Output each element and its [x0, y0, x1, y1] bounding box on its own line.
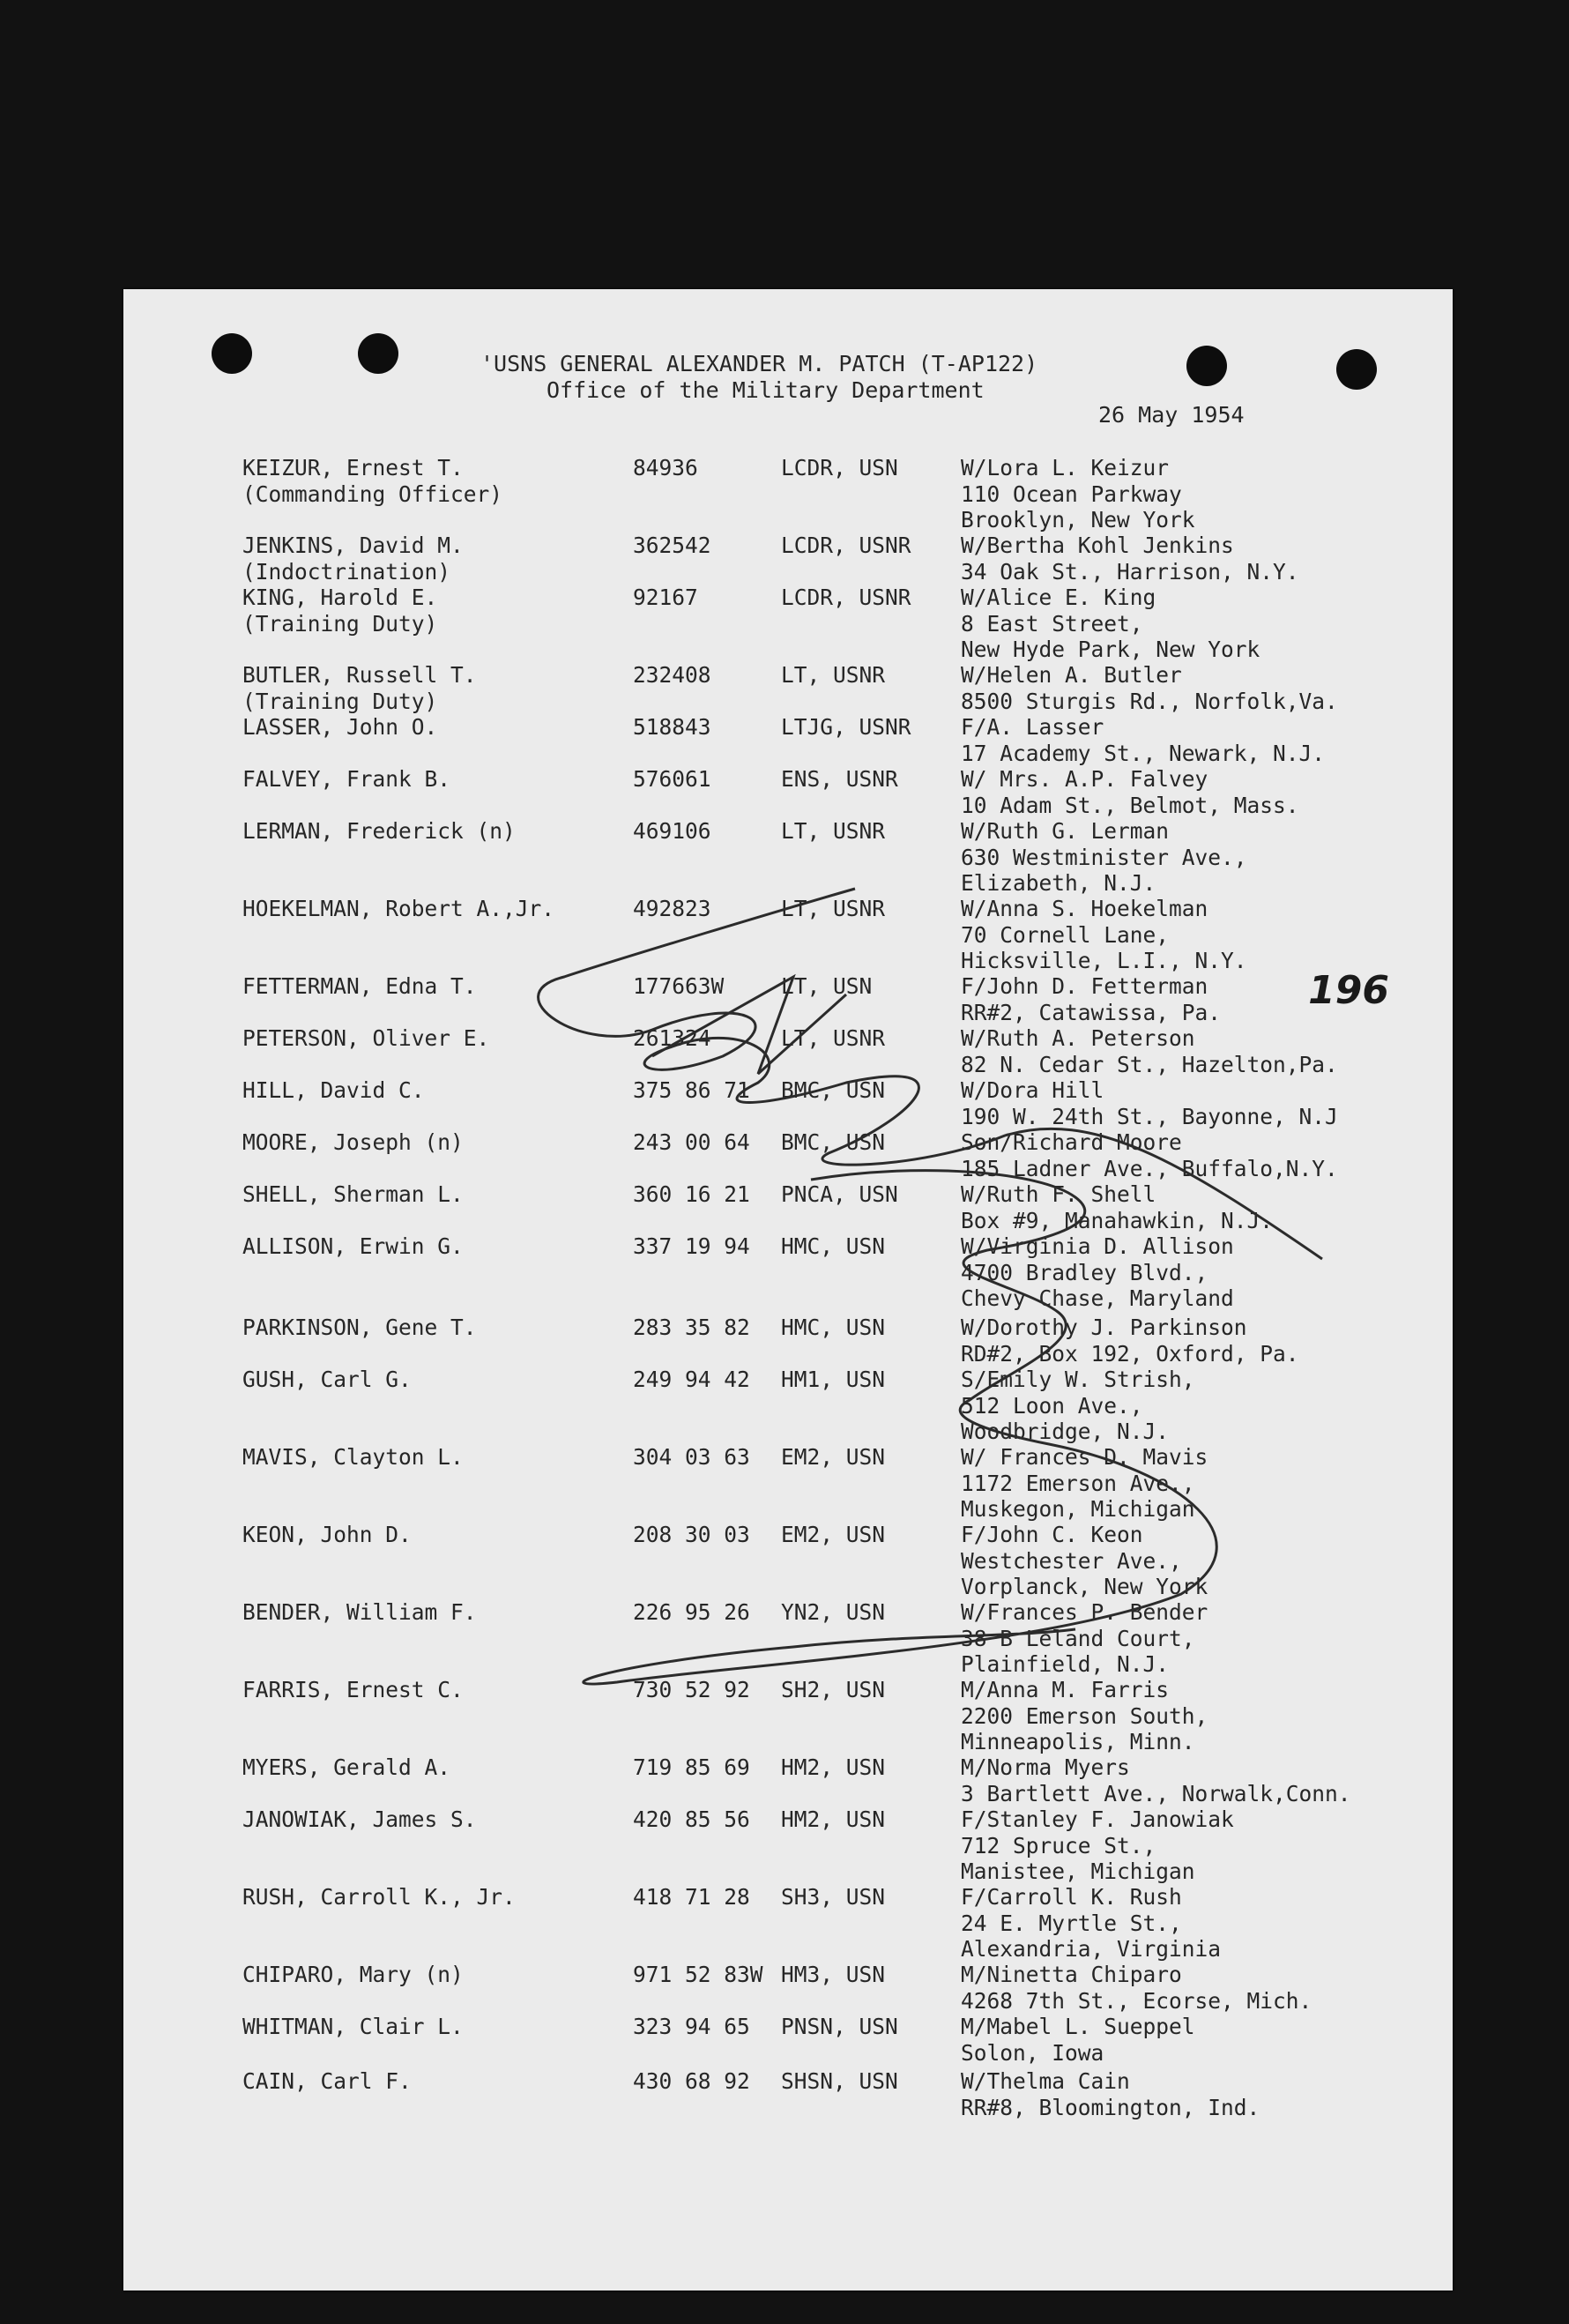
rank: LT, USNR: [781, 1025, 886, 1051]
rank: LCDR, USNR: [781, 585, 911, 610]
person-name: BENDER, William F.: [242, 1599, 477, 1625]
next-of-kin-address: W/ Mrs. A.P. Falvey 10 Adam St., Belmot, Mass.: [961, 766, 1299, 818]
next-of-kin-address: F/Stanley F. Janowiak 712 Spruce St., Manistee, Michigan: [961, 1806, 1234, 1884]
rank: HMC, USN: [781, 1233, 886, 1259]
document-sheet: [123, 289, 1453, 2290]
rank: HMC, USN: [781, 1315, 886, 1340]
next-of-kin-address: M/Anna M. Farris 2200 Emerson South, Minneapolis, Minn.: [961, 1677, 1208, 1754]
next-of-kin-address: Son/Richard Moore 185 Ladner Ave., Buffalo,N.Y.: [961, 1129, 1338, 1181]
service-number: 971 52 83W: [633, 1962, 763, 1987]
document-date: 26 May 1954: [1098, 402, 1245, 428]
punch-hole-1: [212, 333, 252, 374]
service-number: 360 16 21: [633, 1181, 750, 1207]
service-number: 337 19 94: [633, 1233, 750, 1259]
service-number: 261324: [633, 1025, 711, 1051]
next-of-kin-address: W/Frances P. Bender 38 B Leland Court, Plainfield, N.J.: [961, 1599, 1208, 1677]
service-number: 362542: [633, 533, 711, 558]
punch-hole-2: [358, 333, 398, 374]
next-of-kin-address: W/Anna S. Hoekelman 70 Cornell Lane, Hicksville, L.I., N.Y.: [961, 896, 1247, 973]
rank: SHSN, USN: [781, 2068, 898, 2094]
rank: HM1, USN: [781, 1367, 886, 1392]
rank: EM2, USN: [781, 1522, 886, 1547]
person-name: MAVIS, Clayton L.: [242, 1444, 464, 1470]
rank: ENS, USNR: [781, 766, 898, 792]
next-of-kin-address: W/Ruth A. Peterson 82 N. Cedar St., Hazelton,Pa.: [961, 1025, 1338, 1077]
next-of-kin-address: S/Emily W. Strish, 512 Loon Ave., Woodbridge, N.J.: [961, 1367, 1195, 1444]
person-name: GUSH, Carl G.: [242, 1367, 412, 1392]
page-number: 196: [1308, 968, 1389, 1013]
service-number: 420 85 56: [633, 1806, 750, 1832]
person-name: HILL, David C.: [242, 1077, 425, 1103]
service-number: 730 52 92: [633, 1677, 750, 1702]
person-name: FETTERMAN, Edna T.: [242, 973, 477, 999]
rank: EM2, USN: [781, 1444, 886, 1470]
next-of-kin-address: W/Virginia D. Allison 4700 Bradley Blvd., Chevy Chase, Maryland: [961, 1233, 1234, 1311]
next-of-kin-address: W/Thelma Cain RR#8, Bloomington, Ind.: [961, 2068, 1260, 2120]
service-number: 226 95 26: [633, 1599, 750, 1625]
service-number: 469106: [633, 818, 711, 844]
next-of-kin-address: M/Norma Myers 3 Bartlett Ave., Norwalk,Conn.: [961, 1754, 1351, 1806]
person-name: JENKINS, David M. (Indoctrination): [242, 533, 464, 585]
rank: YN2, USN: [781, 1599, 886, 1625]
service-number: 430 68 92: [633, 2068, 750, 2094]
service-number: 304 03 63: [633, 1444, 750, 1470]
next-of-kin-address: F/Carroll K. Rush 24 E. Myrtle St., Alexandria, Virginia: [961, 1884, 1222, 1962]
person-name: KEIZUR, Ernest T. (Commanding Officer): [242, 455, 503, 507]
next-of-kin-address: W/Bertha Kohl Jenkins 34 Oak St., Harrison, N.Y.: [961, 533, 1299, 585]
person-name: JANOWIAK, James S.: [242, 1806, 477, 1832]
person-name: KEON, John D.: [242, 1522, 412, 1547]
rank: LTJG, USNR: [781, 714, 911, 740]
punch-hole-3: [1186, 346, 1227, 386]
person-name: HOEKELMAN, Robert A.,Jr.: [242, 896, 555, 921]
rank: SH3, USN: [781, 1884, 886, 1910]
next-of-kin-address: W/Dorothy J. Parkinson RD#2, Box 192, Oxford, Pa.: [961, 1315, 1299, 1367]
person-name: PARKINSON, Gene T.: [242, 1315, 477, 1340]
person-name: RUSH, Carroll K., Jr.: [242, 1884, 516, 1910]
person-name: LASSER, John O.: [242, 714, 438, 740]
service-number: 576061: [633, 766, 711, 792]
next-of-kin-address: W/Ruth F. Shell Box #9, Manahawkin, N.J.: [961, 1181, 1274, 1233]
person-name: WHITMAN, Clair L.: [242, 2014, 464, 2039]
rank: SH2, USN: [781, 1677, 886, 1702]
person-name: MOORE, Joseph (n): [242, 1129, 464, 1155]
rank: BMC, USN: [781, 1129, 886, 1155]
next-of-kin-address: W/Lora L. Keizur 110 Ocean Parkway Brooklyn, New York: [961, 455, 1195, 533]
person-name: CAIN, Carl F.: [242, 2068, 412, 2094]
service-number: 208 30 03: [633, 1522, 750, 1547]
service-number: 249 94 42: [633, 1367, 750, 1392]
rank: HM2, USN: [781, 1806, 886, 1832]
rank: LCDR, USN: [781, 455, 898, 480]
rank: HM2, USN: [781, 1754, 886, 1780]
rank: PNSN, USN: [781, 2014, 898, 2039]
document-subtitle: Office of the Military Department: [547, 377, 985, 403]
service-number: 518843: [633, 714, 711, 740]
rank: LCDR, USNR: [781, 533, 911, 558]
person-name: ALLISON, Erwin G.: [242, 1233, 464, 1259]
person-name: MYERS, Gerald A.: [242, 1754, 451, 1780]
next-of-kin-address: M/Mabel L. Sueppel Solon, Iowa: [961, 2014, 1195, 2066]
person-name: KING, Harold E. (Training Duty): [242, 585, 438, 637]
service-number: 492823: [633, 896, 711, 921]
rank: LT, USNR: [781, 662, 886, 688]
rank: LT, USN: [781, 973, 873, 999]
person-name: BUTLER, Russell T. (Training Duty): [242, 662, 477, 714]
service-number: 375 86 71: [633, 1077, 750, 1103]
rank: HM3, USN: [781, 1962, 886, 1987]
person-name: FALVEY, Frank B.: [242, 766, 451, 792]
service-number: 84936: [633, 455, 698, 480]
person-name: LERMAN, Frederick (n): [242, 818, 516, 844]
service-number: 232408: [633, 662, 711, 688]
next-of-kin-address: F/John D. Fetterman RR#2, Catawissa, Pa.: [961, 973, 1222, 1025]
person-name: SHELL, Sherman L.: [242, 1181, 464, 1207]
person-name: CHIPARO, Mary (n): [242, 1962, 464, 1987]
next-of-kin-address: F/John C. Keon Westchester Ave., Vorplanck, New York: [961, 1522, 1208, 1599]
service-number: 418 71 28: [633, 1884, 750, 1910]
next-of-kin-address: W/Dora Hill 190 W. 24th St., Bayonne, N.J: [961, 1077, 1338, 1129]
service-number: 719 85 69: [633, 1754, 750, 1780]
next-of-kin-address: M/Ninetta Chiparo 4268 7th St., Ecorse, Mich.: [961, 1962, 1312, 2014]
next-of-kin-address: W/Helen A. Butler 8500 Sturgis Rd., Norfolk,Va.: [961, 662, 1338, 714]
service-number: 243 00 64: [633, 1129, 750, 1155]
rank: PNCA, USN: [781, 1181, 898, 1207]
service-number: 323 94 65: [633, 2014, 750, 2039]
next-of-kin-address: W/Ruth G. Lerman 630 Westminister Ave., Elizabeth, N.J.: [961, 818, 1247, 896]
next-of-kin-address: W/Alice E. King 8 East Street, New Hyde Park, New York: [961, 585, 1260, 662]
document-title: 'USNS GENERAL ALEXANDER M. PATCH (T-AP122): [480, 351, 1038, 376]
service-number: 283 35 82: [633, 1315, 750, 1340]
rank: LT, USNR: [781, 818, 886, 844]
person-name: FARRIS, Ernest C.: [242, 1677, 464, 1702]
rank: LT, USNR: [781, 896, 886, 921]
service-number: 177663W: [633, 973, 725, 999]
next-of-kin-address: F/A. Lasser 17 Academy St., Newark, N.J.: [961, 714, 1326, 766]
person-name: PETERSON, Oliver E.: [242, 1025, 490, 1051]
punch-hole-4: [1336, 349, 1377, 390]
next-of-kin-address: W/ Frances D. Mavis 1172 Emerson Ave., Muskegon, Michigan: [961, 1444, 1208, 1522]
service-number: 92167: [633, 585, 698, 610]
rank: BMC, USN: [781, 1077, 886, 1103]
